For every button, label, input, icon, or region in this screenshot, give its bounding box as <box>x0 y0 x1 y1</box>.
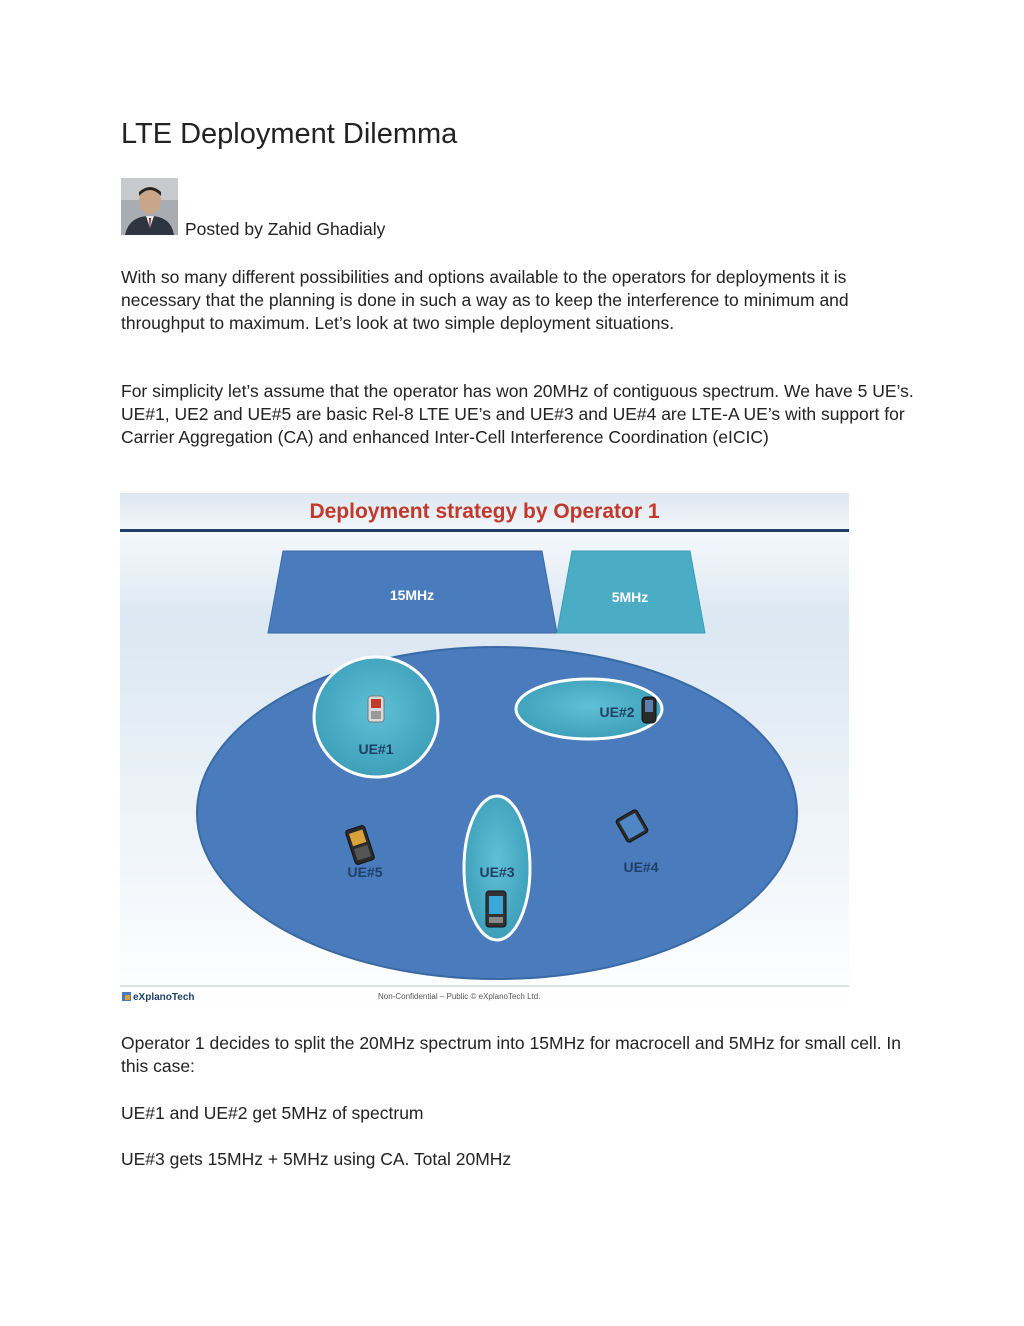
author-avatar <box>121 178 178 235</box>
explanotech-logo <box>122 992 195 1003</box>
ue1-phone-icon <box>368 696 384 722</box>
ue3-phone-icon <box>486 891 506 927</box>
paragraph-intro: With so many different possibilities and options available to the operators for deployments it is necessary that the planning is done in such a way as to keep the interference to minimum and throughput to maximum. Let’s look at two simple deployment situations. <box>121 267 849 333</box>
deployment-diagram <box>120 493 849 1010</box>
slide-title: Deployment strategy by Operator 1 <box>309 500 660 523</box>
paragraph-ue3: UE#3 gets 15MHz + 5MHz using CA. Total 20MHz <box>121 1149 512 1169</box>
paragraph-operator1: Operator 1 decides to split the 20MHz spectrum into 15MHz for macrocell and 5MHz for small cell. In this case: <box>121 1033 902 1076</box>
ue1-label: UE#1 <box>358 741 394 757</box>
small-cell-ue2 <box>516 679 662 739</box>
band-5mhz-label: 5MHz <box>611 589 649 605</box>
author-byline: Posted by Zahid Ghadialy <box>185 219 386 239</box>
ue5-label: UE#5 <box>347 864 383 880</box>
paragraph-ue1-ue2: UE#1 and UE#2 get 5MHz of spectrum <box>121 1103 424 1123</box>
ue2-phone-icon <box>642 697 656 723</box>
logo-text: eXplanoTech <box>133 992 195 1003</box>
diagram-canvas <box>120 493 849 1010</box>
article-title: LTE Deployment Dilemma <box>121 118 458 150</box>
ue3-label: UE#3 <box>479 864 515 880</box>
slide-footer-text: Non-Confidential – Public © eXplanoTech Ltd. <box>378 992 541 1001</box>
ue2-label: UE#2 <box>599 704 635 720</box>
paragraph-assumptions: For simplicity let’s assume that the operator has won 20MHz of contiguous spectrum. We have 5 UE’s. UE#1, UE2 and UE#5 are basic Rel-8 LTE UE’s and UE#3 and UE#4 are LTE-A UE’s with support for Carrier Aggregation (CA) and enhanced Inter-Cell Interference Coordination (eICIC) <box>121 381 914 447</box>
ue4-label: UE#4 <box>623 859 659 875</box>
band-15mhz-label: 15MHz <box>389 587 435 603</box>
